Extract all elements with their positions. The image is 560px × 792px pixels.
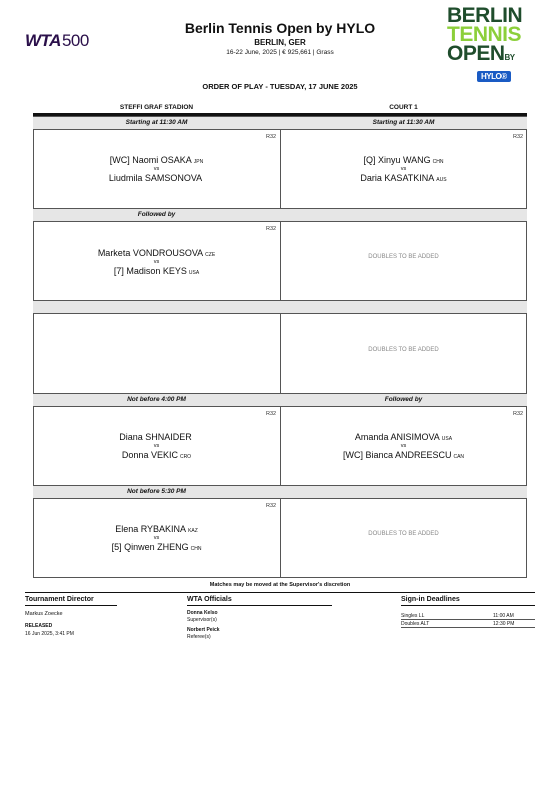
player-name: [5] Qinwen ZHENG: [111, 542, 189, 552]
match-card: [33, 155, 280, 183]
deadline-value: 11:00 AM: [493, 613, 514, 619]
time-label: Followed by: [137, 211, 176, 218]
player-name: Diana SHNAIDER: [119, 432, 192, 442]
player-nationality: USA: [188, 270, 200, 276]
player-name: [7] Madison KEYS: [113, 266, 187, 276]
berlin-tennis-open-logo: BERLIN TENNIS OPENBY HYLO®: [447, 4, 523, 81]
round-label: R32: [266, 134, 277, 140]
player-name: Daria KASATKINA: [360, 173, 435, 183]
deadline-value: 12:30 PM: [493, 621, 515, 627]
deadline-row: [401, 612, 535, 620]
time-band: [33, 208, 527, 222]
doubles-tbd-label: DOUBLES TO BE ADDED: [368, 347, 439, 353]
versus-label: vs: [153, 259, 160, 265]
deadline-label: Doubles ALT: [401, 621, 430, 627]
versus-label: vs: [400, 443, 407, 449]
time-label: [280, 486, 527, 498]
match-card: [33, 248, 280, 276]
released-label: RELEASED: [25, 623, 53, 629]
wta-officials-section: [187, 596, 332, 640]
player-name: [WC] Naomi OSAKA: [109, 155, 192, 165]
time-label: Starting at 11:30 AM: [372, 119, 435, 126]
time-label: Not before 4:00 PM: [127, 396, 186, 403]
time-label: Followed by: [384, 396, 423, 403]
time-band: [33, 393, 527, 407]
player-name: [Q] Xinyu WANG: [363, 155, 431, 165]
section-heading: Tournament Director: [25, 596, 117, 606]
match-card: [280, 432, 527, 460]
footer-rule: [25, 592, 535, 593]
match-card: [33, 432, 280, 460]
versus-label: vs: [400, 166, 407, 172]
sign-in-deadlines-section: [401, 596, 535, 628]
referee-name: Norbert Peick: [187, 627, 220, 633]
round-label: R32: [513, 134, 524, 140]
player-nationality: CRO: [179, 454, 192, 460]
round-label: R32: [266, 503, 277, 509]
released-value: 16 Jun 2025, 3:41 PM: [25, 631, 74, 637]
doubles-tbd-label: DOUBLES TO BE ADDED: [368, 531, 439, 537]
doubles-tbd-label: DOUBLES TO BE ADDED: [368, 254, 439, 260]
supervisor-role: Supervisor(s): [187, 617, 217, 623]
player-name: Amanda ANISIMOVA: [354, 432, 440, 442]
versus-label: vs: [153, 535, 160, 541]
player-name: Liudmila SAMSONOVA: [108, 173, 203, 183]
time-label: [280, 301, 527, 313]
tournament-title: Berlin Tennis Open by HYLO: [184, 20, 376, 36]
player-nationality: CAN: [453, 454, 465, 460]
player-name: [WC] Bianca ANDREESCU: [342, 450, 452, 460]
tournament-director-section: [25, 596, 117, 637]
player-nationality: KAZ: [188, 528, 198, 534]
time-band: [33, 485, 527, 499]
section-heading: Sign-in Deadlines: [401, 596, 535, 606]
referee-role: Referee(s): [187, 634, 211, 640]
player-name: Elena RYBAKINA: [115, 524, 187, 534]
match-card: [280, 155, 527, 183]
tournament-header: [140, 20, 420, 56]
round-label: R32: [513, 411, 524, 417]
player-nationality: USA: [441, 436, 453, 442]
tournament-info: 16-22 June, 2025 | € 925,661 | Grass: [226, 49, 334, 56]
player-nationality: CHN: [432, 159, 444, 165]
player-nationality: CHN: [190, 546, 202, 552]
time-label: Starting at 11:30 AM: [125, 119, 188, 126]
time-band: [33, 116, 527, 130]
supervisor-name: Donna Kelso: [187, 610, 218, 616]
tournament-location: BERLIN, GER: [254, 38, 306, 47]
deadline-row: [401, 620, 535, 628]
player-nationality: AUS: [436, 177, 447, 183]
court-header-court-1: COURT 1: [389, 104, 418, 111]
court-header-steffi-graf: STEFFI GRAF STADION: [119, 104, 194, 111]
order-of-play-title: ORDER OF PLAY - TUESDAY, 17 JUNE 2025: [202, 82, 358, 91]
director-name: Markus Zoecke: [25, 611, 63, 617]
time-label: [280, 209, 527, 221]
round-label: R32: [266, 411, 277, 417]
round-label: R32: [266, 226, 277, 232]
deadline-label: Singles LL: [401, 613, 425, 619]
player-name: Marketa VONDROUSOVA: [97, 248, 204, 258]
section-heading: WTA Officials: [187, 596, 332, 606]
versus-label: vs: [153, 166, 160, 172]
match-card: [33, 524, 280, 552]
player-nationality: JPN: [193, 159, 204, 165]
time-band: [33, 300, 527, 314]
player-nationality: CZE: [205, 252, 216, 258]
wta-500-logo: WTA500: [25, 31, 89, 50]
versus-label: vs: [153, 443, 160, 449]
player-name: Donna VEKIC: [121, 450, 178, 460]
time-label: [33, 301, 280, 313]
time-label: Not before 5:30 PM: [127, 488, 186, 495]
supervisor-notice: Matches may be moved at the Supervisor's discretion: [209, 582, 351, 588]
